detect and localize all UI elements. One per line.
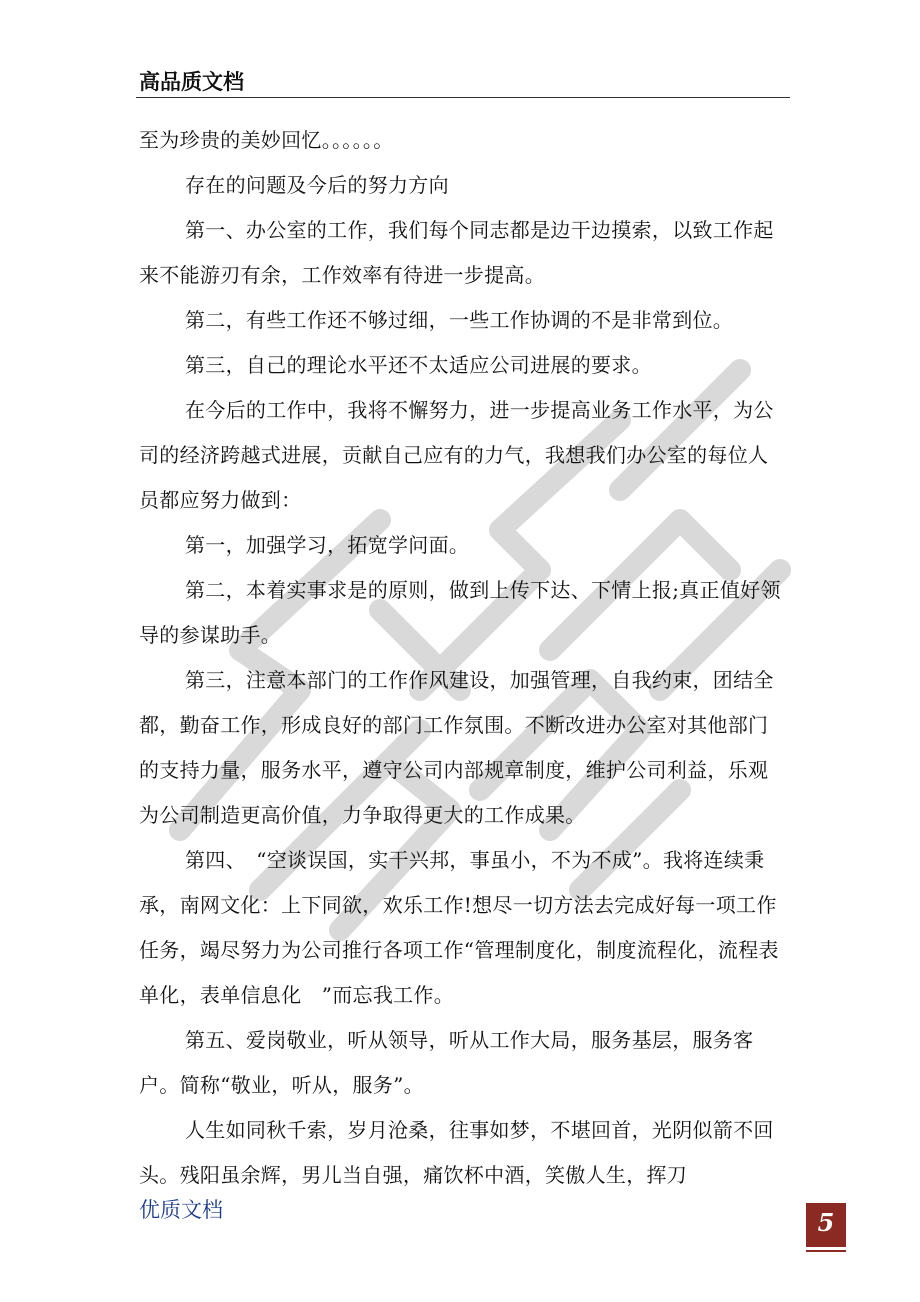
page-number-underline [806,1250,846,1252]
paragraph: 第五、爱岗敬业，听从领导，听从工作大局，服务基层，服务客户。简称“敬业，听从，服务”。 [139,1028,754,1097]
header-divider [136,97,790,98]
paragraph: 第二，有些工作还不够过细，一些工作协调的不是非常到位。 [185,308,734,332]
paragraph: 人生如同秋千索，岁月沧桑，往事如梦，不堪回首，光阴似箭不回头。残阳虽余辉，男儿当自强，痛饮杯中酒，笑傲人生，挥刀 [139,1118,774,1187]
paragraph: 在今后的工作中，我将不懈努力，进一步提高业务工作水平，为公司的经济跨越式进展，贡献自己应有的力气，我想我们办公室的每位人员都应努力做到： [139,398,774,512]
paragraph: 第三，自己的理论水平还不太适应公司进展的要求。 [185,353,652,377]
header-title: 高品质文档 [139,70,244,94]
paragraph: 第一、办公室的工作，我们每个同志都是边干边摸索，以致工作起来不能游刃有余，工作效率有待进一步提高。 [139,218,774,287]
paragraph: 第四、 “空谈误国，实干兴邦，事虽小，不为不成”。我将连续秉承，南网文化：上下同欲，欢乐工作!想尽一切方法去完成好每一项工作任务，竭尽努力为公司推行各项工作“管理制度化，制度流程化，流程表单化，表单信息化 ”而忘我工作。 [139,848,779,1007]
paragraph: 第一，加强学习，拓宽学问面。 [185,533,470,557]
paragraph: 第三，注意本部门的工作作风建设，加强管理，自我约束，团结全都，勤奋工作，形成良好的部门工作氛围。不断改进办公室对其他部门的支持力量，服务水平，遵守公司内部规章制度，维护公司利益，乐观为公司制造更高价值，力争取得更大的工作成果。 [139,668,774,827]
paragraph: 第二，本着实事求是的原则，做到上传下达、下情上报;真正值好领导的参谋助手。 [139,578,781,647]
paragraph: 至为珍贵的美妙回忆。。。。。。 [139,128,394,152]
body-text [139,118,781,1198]
page-number-badge: 5 [806,1203,846,1247]
footer-title: 优质文档 [139,1198,223,1222]
section-heading: 存在的问题及今后的努力方向 [185,173,449,197]
